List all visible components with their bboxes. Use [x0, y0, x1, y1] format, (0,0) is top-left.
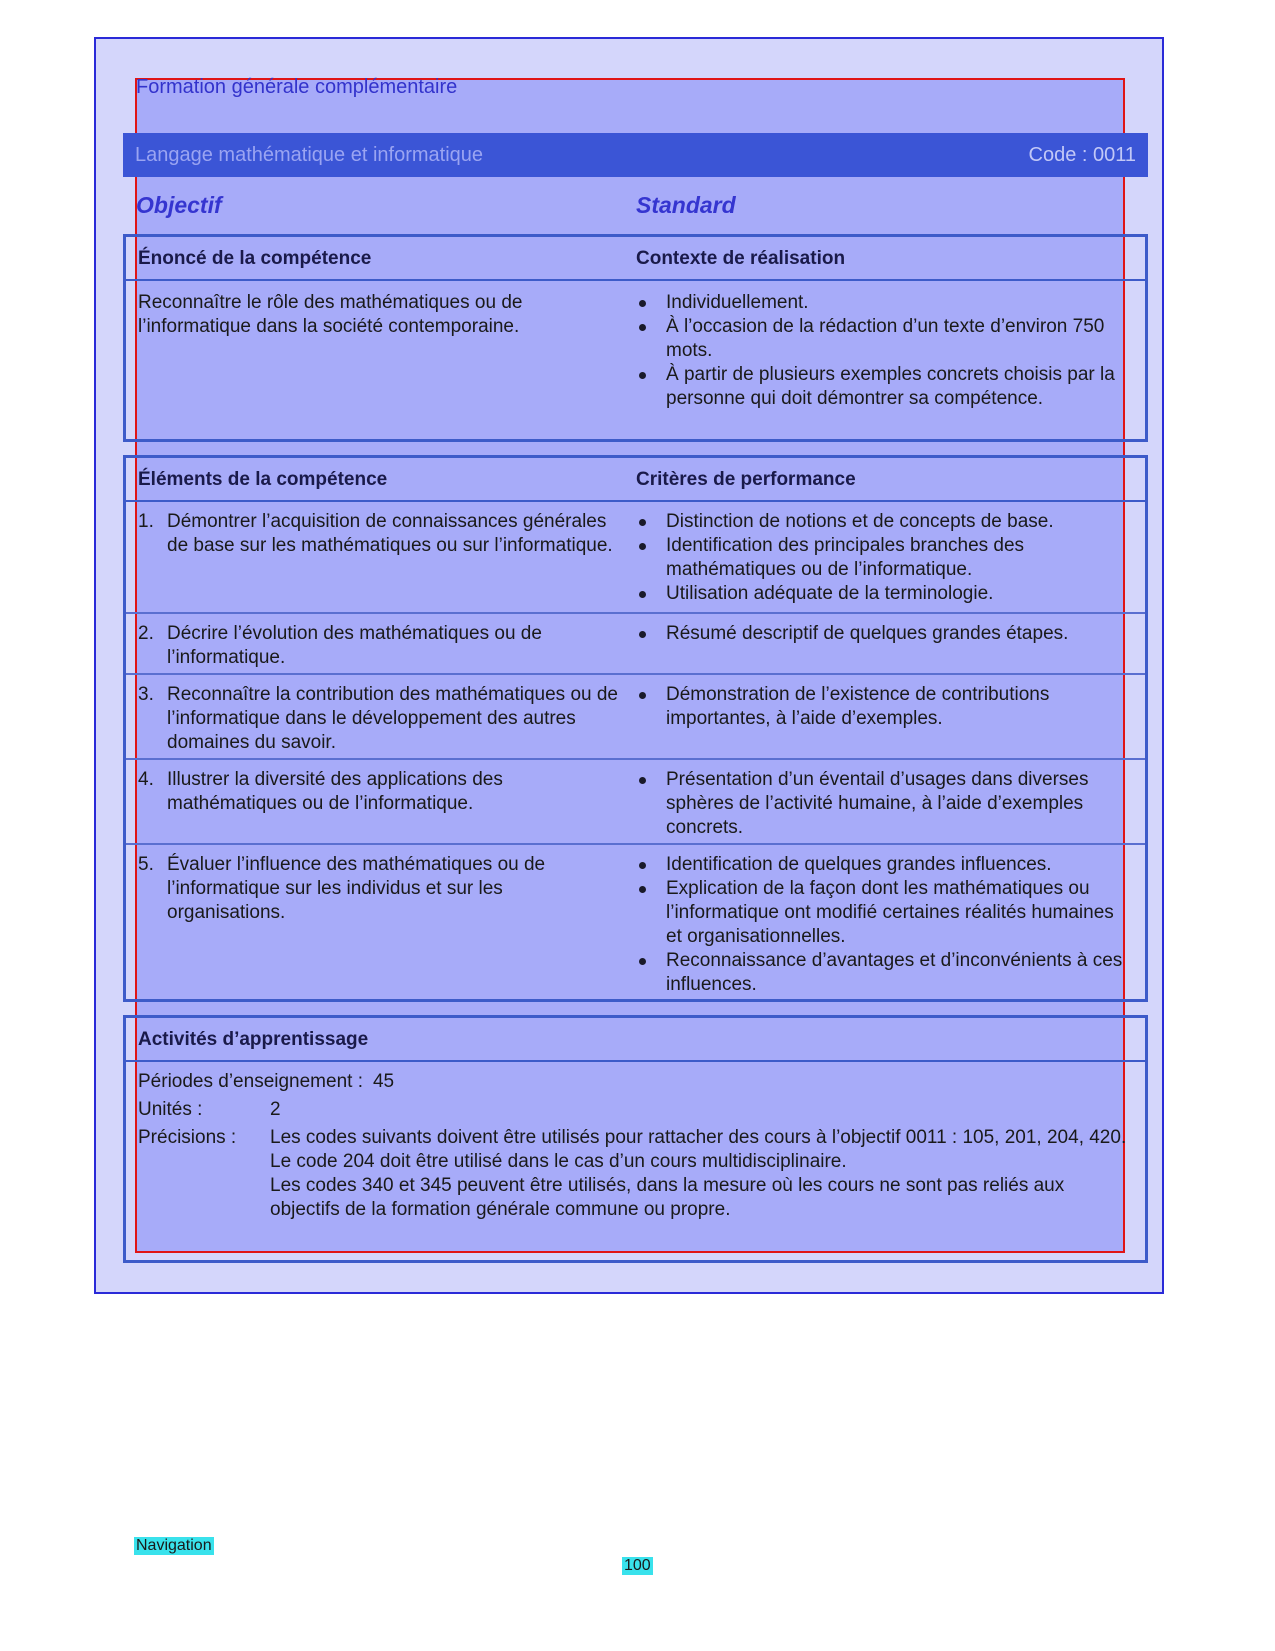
element-row-1 [126, 502, 1145, 612]
page-number: 100 [624, 1557, 651, 1574]
element-number: 2. [138, 623, 154, 644]
elements-heading: Éléments de la compétence [138, 469, 388, 490]
course-code: Code : 0011 [1028, 143, 1136, 166]
context-list [636, 291, 1131, 411]
navigation-link[interactable]: Navigation [136, 1537, 212, 1554]
standard-heading: Standard [636, 192, 736, 218]
precisions-label: Précisions : [138, 1127, 237, 1148]
criterion-item: Distinction de notions et de concepts de base. [636, 510, 1131, 534]
element-row-5 [126, 843, 1145, 1005]
competence-row [126, 281, 1145, 439]
activities-body [126, 1062, 1145, 1228]
element-number: 1. [138, 511, 154, 532]
competence-box [123, 234, 1148, 442]
precision-text: Les codes 340 et 345 peuvent être utilisés, dans la mesure où les cours ne sont pas reliés aux objectifs de la formation générale commune ou propre. [270, 1175, 1065, 1220]
precision-text: Les codes suivants doivent être utilisés pour rattacher des cours à l’objectif 0011 : 105, 201, 204, 420. [270, 1127, 1127, 1148]
element-text: Illustrer la diversité des applications des mathématiques ou de l’informatique. [167, 769, 503, 814]
criterion-item: Reconnaissance d’avantages et d’inconvénients à ces influences. [636, 949, 1131, 997]
context-item: À l’occasion de la rédaction d’un texte d’environ 750 mots. [636, 315, 1131, 363]
element-text: Démontrer l’acquisition de connaissances générales de base sur les mathématiques ou sur l’informatique. [167, 511, 613, 556]
precisions-block [138, 1126, 1133, 1222]
criteria-heading: Critères de performance [636, 469, 856, 490]
context-item: Individuellement. [636, 291, 1131, 315]
activities-heading: Activités d’apprentissage [138, 1029, 369, 1050]
activities-box [123, 1015, 1148, 1263]
competence-box-header [126, 237, 1145, 281]
element-number: 4. [138, 769, 154, 790]
criteria-list [636, 768, 1131, 840]
precision-text: Le code 204 doit être utilisé dans le cas d’un cours multidisciplinaire. [270, 1151, 847, 1172]
criterion-item: Utilisation adéquate de la terminologie. [636, 582, 1131, 606]
context-heading: Contexte de réalisation [636, 248, 846, 269]
activities-box-header [126, 1018, 1145, 1062]
periods-label: Périodes d’enseignement : [138, 1071, 363, 1092]
periods-line [138, 1070, 1133, 1094]
element-row-3 [126, 673, 1145, 758]
element-number: 5. [138, 854, 154, 875]
element-number: 3. [138, 684, 154, 705]
criterion-item: Résumé descriptif de quelques grandes étapes. [636, 622, 1131, 646]
criteria-list [636, 622, 1131, 646]
element-row-4 [126, 758, 1145, 843]
criteria-list [636, 683, 1131, 731]
element-text: Reconnaître la contribution des mathématiques ou de l’informatique dans le développement des autres domaines du savoir. [167, 684, 618, 753]
criterion-item: Démonstration de l’existence de contributions importantes, à l’aide d’exemples. [636, 683, 1131, 731]
criteria-list [636, 853, 1131, 997]
units-line [138, 1098, 1133, 1122]
course-header [123, 133, 1148, 177]
units-value: 2 [270, 1099, 281, 1120]
objective-heading: Objectif [136, 192, 222, 218]
criterion-item: Identification de quelques grandes influences. [636, 853, 1131, 877]
periods-value: 45 [372, 1071, 395, 1092]
elements-box-header [126, 458, 1145, 502]
criterion-item: Identification des principales branches des mathématiques ou de l’informatique. [636, 534, 1131, 582]
course-title: Langage mathématique et informatique [135, 143, 484, 166]
criterion-item: Présentation d’un éventail d’usages dans diverses sphères de l’activité humaine, à l’aide d’exemples concrets. [636, 768, 1131, 840]
competence-statement-heading: Énoncé de la compétence [138, 248, 372, 269]
elements-box [123, 455, 1148, 1002]
units-label: Unités : [138, 1099, 203, 1120]
element-text: Décrire l’évolution des mathématiques ou de l’informatique. [167, 623, 542, 668]
section-title: Formation générale complémentaire [136, 76, 458, 98]
element-text: Évaluer l’influence des mathématiques ou de l’informatique sur les individus et sur les organisations. [167, 854, 546, 923]
element-row-2 [126, 612, 1145, 673]
context-item: À partir de plusieurs exemples concrets choisis par la personne qui doit démontrer sa compétence. [636, 363, 1131, 411]
criterion-item: Explication de la façon dont les mathématiques ou l’informatique ont modifié certaines réalités humaines et organisationnelles. [636, 877, 1131, 949]
competence-statement: Reconnaître le rôle des mathématiques ou de l’informatique dans la société contemporaine. [138, 292, 523, 337]
criteria-list [636, 510, 1131, 606]
